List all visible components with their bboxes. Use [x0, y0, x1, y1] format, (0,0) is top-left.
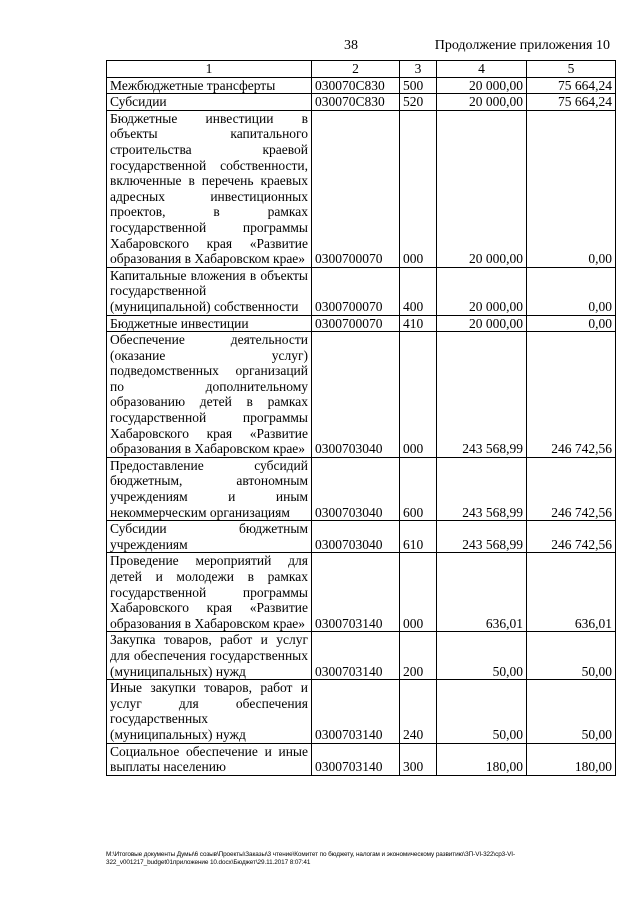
- amount-col5-cell: 246 742,56: [527, 332, 616, 458]
- item-name-cell: Бюджетные инвестиции в объекты капитального строительства краевой государственной собственности, включенные в перечень краевых адресных инвестиционных проектов, в рамках государственной программы Хабаровского края «Развитие образования в Хабаровском крае»: [107, 110, 312, 267]
- item-name-cell: Капитальные вложения в объекты государственной (муниципальной) собственности: [107, 267, 312, 315]
- item-name-cell: Социальное обеспечение и иные выплаты населению: [107, 743, 312, 775]
- table-row: [107, 110, 616, 267]
- expense-type-cell: 000: [400, 332, 437, 458]
- column-header: 5: [527, 61, 616, 78]
- amount-col4-cell: 50,00: [437, 680, 527, 743]
- amount-col4-cell: 243 568,99: [437, 457, 527, 520]
- amount-col4-cell: 20 000,00: [437, 94, 527, 111]
- continuation-label: Продолжение приложения 10: [434, 38, 610, 53]
- amount-col4-cell: 636,01: [437, 553, 527, 632]
- amount-col5-cell: 50,00: [527, 680, 616, 743]
- file-path-footer: M:\Итоговые документы Думы\6 созыв\Проекты\Заказы\3 чтение\Комитет по бюджету, налогам и экономическому развитию\ЗП-VI-322\ср3-VI-322_v001217_budget01приложение 10.docx\Бюджет\29.11.2017 8:07:41: [106, 851, 515, 866]
- amount-col4-cell: 180,00: [437, 743, 527, 775]
- amount-col5-cell: 0,00: [527, 110, 616, 267]
- table-row: [107, 315, 616, 332]
- item-name-cell: Иные закупки товаров, работ и услуг для обеспечения государственных (муниципальных) нужд: [107, 680, 312, 743]
- expense-type-cell: 600: [400, 457, 437, 520]
- item-name-cell: Предоставление субсидий бюджетным, автономным учреждениям и иным некоммерческим организациям: [107, 457, 312, 520]
- expense-type-cell: 000: [400, 553, 437, 632]
- column-header: 1: [107, 61, 312, 78]
- table-row: [107, 332, 616, 458]
- column-header: 4: [437, 61, 527, 78]
- amount-col5-cell: 246 742,56: [527, 521, 616, 553]
- target-code-cell: 0300703140: [312, 680, 400, 743]
- target-code-cell: 030070С830: [312, 77, 400, 94]
- amount-col4-cell: 243 568,99: [437, 332, 527, 458]
- amount-col4-cell: 20 000,00: [437, 77, 527, 94]
- amount-col5-cell: 0,00: [527, 267, 616, 315]
- target-code-cell: 0300700070: [312, 267, 400, 315]
- column-header: 3: [400, 61, 437, 78]
- amount-col5-cell: 75 664,24: [527, 77, 616, 94]
- expense-type-cell: 300: [400, 743, 437, 775]
- amount-col5-cell: 246 742,56: [527, 457, 616, 520]
- item-name-cell: Субсидии бюджетным учреждениям: [107, 521, 312, 553]
- amount-col4-cell: 20 000,00: [437, 267, 527, 315]
- amount-col4-cell: 243 568,99: [437, 521, 527, 553]
- amount-col4-cell: 20 000,00: [437, 110, 527, 267]
- expense-type-cell: 410: [400, 315, 437, 332]
- expense-type-cell: 240: [400, 680, 437, 743]
- target-code-cell: 0300703040: [312, 521, 400, 553]
- target-code-cell: 0300703040: [312, 332, 400, 458]
- table-row: [107, 680, 616, 743]
- item-name-cell: Бюджетные инвестиции: [107, 315, 312, 332]
- table-row: [107, 553, 616, 632]
- column-number-row: [107, 61, 616, 78]
- column-header: 2: [312, 61, 400, 78]
- table-row: [107, 267, 616, 315]
- expense-type-cell: 610: [400, 521, 437, 553]
- item-name-cell: Субсидии: [107, 94, 312, 111]
- target-code-cell: 0300703140: [312, 632, 400, 680]
- amount-col5-cell: 0,00: [527, 315, 616, 332]
- target-code-cell: 0300703140: [312, 743, 400, 775]
- item-name-cell: Обеспечение деятельности (оказание услуг) подведомственных организаций по дополнительному образованию детей в рамках государственной программы Хабаровского края «Развитие образования в Хабаровском крае»: [107, 332, 312, 458]
- table-row: [107, 94, 616, 111]
- expense-type-cell: 500: [400, 77, 437, 94]
- table-row: [107, 77, 616, 94]
- table-row: [107, 743, 616, 775]
- budget-table: [106, 60, 616, 776]
- table-row: [107, 632, 616, 680]
- target-code-cell: 0300700070: [312, 315, 400, 332]
- page-number: 38: [344, 38, 358, 53]
- expense-type-cell: 000: [400, 110, 437, 267]
- target-code-cell: 0300703140: [312, 553, 400, 632]
- amount-col5-cell: 180,00: [527, 743, 616, 775]
- target-code-cell: 0300703040: [312, 457, 400, 520]
- item-name-cell: Проведение мероприятий для детей и молодежи в рамках государственной программы Хабаровского края «Развитие образования в Хабаровском крае»: [107, 553, 312, 632]
- amount-col4-cell: 50,00: [437, 632, 527, 680]
- target-code-cell: 030070С830: [312, 94, 400, 111]
- amount-col5-cell: 75 664,24: [527, 94, 616, 111]
- table-row: [107, 457, 616, 520]
- expense-type-cell: 400: [400, 267, 437, 315]
- table-row: [107, 521, 616, 553]
- expense-type-cell: 520: [400, 94, 437, 111]
- item-name-cell: Закупка товаров, работ и услуг для обеспечения государственных (муниципальных) нужд: [107, 632, 312, 680]
- amount-col5-cell: 50,00: [527, 632, 616, 680]
- expense-type-cell: 200: [400, 632, 437, 680]
- amount-col5-cell: 636,01: [527, 553, 616, 632]
- item-name-cell: Межбюджетные трансферты: [107, 77, 312, 94]
- page-header: [0, 38, 640, 56]
- amount-col4-cell: 20 000,00: [437, 315, 527, 332]
- target-code-cell: 0300700070: [312, 110, 400, 267]
